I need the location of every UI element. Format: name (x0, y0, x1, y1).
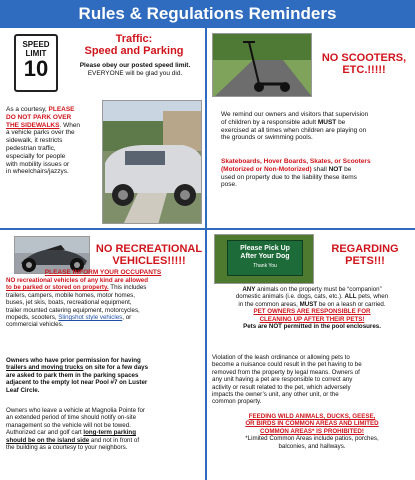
sidewalk-courtesy-text (6, 106, 100, 176)
must-emphasis: MUST (317, 118, 337, 126)
scooter-photo (212, 33, 312, 97)
recreational-title (94, 243, 204, 267)
skateboard-line: used on property due to the liability these items (221, 173, 357, 181)
permission-line: Leaf Circle. (6, 386, 40, 394)
car-parked-photo (102, 100, 202, 224)
courtesy-text: a vehicle parks over the (6, 129, 75, 137)
inform-occupants-heading: PLEASE INFORM YOUR OCCUPANTS (44, 269, 162, 276)
car-parked-illustration (103, 101, 202, 224)
permission-line: Owners who have prior permission for having (6, 357, 141, 364)
animals-rule-text (210, 286, 414, 330)
obey-line1: Please obey our posted speed limit. (79, 62, 191, 69)
rv-list-line: , or (122, 314, 132, 322)
permission-line: adjacent to the empty lot near Pool #7 on Luster (6, 379, 148, 387)
leave-line: the building as a courtesy to your neighbors. (6, 444, 128, 452)
rv-list-line: trailers, campers, mobile homes, motor homes, (6, 291, 135, 299)
rv-rule-line: to be parked or stored on property. (6, 284, 109, 292)
not-emphasis: NOT (328, 165, 343, 173)
courtesy-text: in wheelchairs/jazzys. (6, 168, 69, 176)
permission-line: on site for a few days (83, 364, 149, 372)
supervision-line: of children by a responsible adult (221, 118, 318, 126)
feeding-line: OR BIRDS IN COMMON AREAS AND LIMITED (245, 420, 379, 428)
leave-line: Owners who leave a vehicle at Magnolia Pointe for (6, 407, 145, 414)
speed-limit-sign (14, 34, 58, 92)
animals-line: domestic animals (i.e. dogs, cats, etc.). (235, 293, 345, 301)
leave-line: management so the vehicle will not be towed. (6, 421, 131, 429)
courtesy-emphasis: DO NOT PARK OVER (6, 113, 72, 121)
any-emphasis: ANY (242, 286, 256, 293)
skateboard-rule-text (221, 158, 411, 189)
animals-line: animals on the property must be “companion” (255, 286, 382, 293)
supervision-line: We remind our owners and visitors that supervision (221, 111, 369, 118)
supervision-line: the grounds or swimming pools. (221, 134, 313, 142)
feeding-line: FEEDING WILD ANIMALS, DUCKS, GEESE, (248, 413, 376, 420)
courtesy-text: with mobility issues or (6, 160, 70, 168)
rv-list-line: mopeds, scooters, (6, 314, 59, 322)
supervision-line: be (336, 118, 346, 126)
skateboard-line: shall (311, 165, 329, 173)
owners-responsible-line: PET OWNERS ARE RESPONSIBLE FOR (253, 308, 371, 316)
skateboard-line: pose. (221, 181, 237, 189)
sign-line3: Thank You (253, 263, 277, 269)
skateboard-line: (Motorized or Non-Motorized) (221, 165, 312, 173)
leave-line: an extended period of time should notify on-site (6, 414, 137, 422)
courtesy-text: . When (59, 121, 81, 129)
violation-line: removed from the property by legal means. Owners of (212, 368, 360, 376)
obey-line2: EVERYONE will be glad you did. (87, 69, 183, 77)
skateboard-line: Skateboards, Hover Boards, Skates, or Scooters (221, 158, 371, 165)
all-emphasis: ALL (344, 293, 357, 301)
violation-line: common property. (212, 398, 262, 406)
recreational-title-line1: NO RECREATIONAL (95, 243, 203, 255)
feeding-line: COMMON AREAS* IS PROHIBITED! (260, 427, 364, 435)
pets-title-line1: REGARDING (331, 243, 399, 255)
recreational-rule-text (6, 277, 204, 329)
courtesy-text: As a courtesy, (6, 106, 49, 113)
scooter-illustration (213, 34, 312, 97)
violation-line: impacts the owner’s unit, any other unit, or the (212, 391, 339, 399)
courtesy-emphasis: THE SIDEWALKS (6, 121, 60, 129)
speed-limit-note (66, 62, 204, 78)
violation-line: activity or result related to the pet, which adversely (212, 383, 351, 391)
pets-title-line2: PETS!!! (345, 255, 385, 267)
footnote-line: balconies, and hallways. (278, 442, 346, 450)
rv-list-line: trailer mounted catering equipment, motorcycles, (6, 306, 140, 314)
leave-line: should be on the island side (6, 436, 90, 444)
scooters-title (316, 52, 412, 76)
owners-responsible-line: CLEANING UP AFTER THEIR PETS! (259, 315, 365, 323)
permission-line: trailers and moving trucks (6, 364, 84, 372)
violation-line: become a nuisance could result in the pet having to be (212, 361, 362, 369)
vertical-divider (205, 28, 207, 480)
courtesy-text: especially for people (6, 152, 66, 160)
pick-up-sign (227, 240, 303, 276)
courtesy-text: sidewalk, it restricts (6, 137, 63, 145)
permission-line: are asked to park them in the parking spaces (6, 371, 139, 379)
violation-line: any unit having a pet are responsible to correct any (212, 376, 353, 384)
animals-line: pets, when (356, 293, 389, 301)
violation-text (212, 354, 412, 406)
leave-line: long-term parking (83, 429, 136, 437)
supervision-text (221, 111, 411, 142)
supervision-line: exercised at all times when children are playing on (221, 126, 367, 134)
scooters-title-line1: NO SCOOTERS, (321, 52, 407, 64)
sign-speed-text: SPEED (22, 40, 50, 49)
sign-limit-text: LIMIT (25, 49, 47, 58)
sign-line2: After Your Dog (240, 253, 290, 260)
pet-sign-photo (214, 234, 314, 284)
footnote-line: *Limited Common Areas include patios, porches, (245, 435, 379, 443)
courtesy-emphasis: PLEASE (48, 106, 75, 113)
rv-list-line: commercial vehicles. (6, 321, 64, 329)
traffic-title (66, 33, 202, 57)
animals-line: in the common areas, (238, 300, 300, 308)
pets-title (318, 243, 412, 267)
scooters-title-line2: ETC.!!!!! (342, 64, 386, 76)
pool-enclosure-rule: Pets are NOT permitted in the pool enclosures. (243, 323, 381, 331)
rv-list-line: buses, jet skis, boats, recreational equipment, (6, 299, 132, 307)
prior-permission-text (6, 357, 204, 394)
rv-rule-line: NO recreational vehicles of any kind are allowed (6, 277, 149, 284)
recreational-title-line2: VEHICLES!!!!! (112, 255, 186, 267)
animals-line: be on a leash or carried. (317, 300, 386, 308)
rv-rule-line: This includes (108, 284, 147, 292)
courtesy-text: pedestrian traffic, (6, 144, 56, 152)
page-title: Rules & Regulations Reminders (0, 0, 415, 28)
feeding-wildlife-warning (210, 413, 414, 450)
leave-line: Authorized car and golf cart (6, 429, 84, 437)
traffic-title-line1: Traffic: (115, 33, 153, 45)
extended-leave-text (6, 407, 204, 451)
sign-line1: Please Pick Up (240, 245, 290, 252)
violation-line: Violation of the leash ordinance or allowing pets to (212, 354, 350, 361)
skateboard-line: be (342, 165, 352, 173)
must-emphasis: MUST (299, 300, 318, 308)
traffic-title-line2: Speed and Parking (84, 45, 184, 57)
horizontal-divider (0, 228, 415, 230)
sign-number: 10 (23, 56, 49, 81)
slingshot-link[interactable]: Slingshot style vehicles (58, 314, 123, 322)
leave-line: and not in front of (89, 436, 140, 444)
